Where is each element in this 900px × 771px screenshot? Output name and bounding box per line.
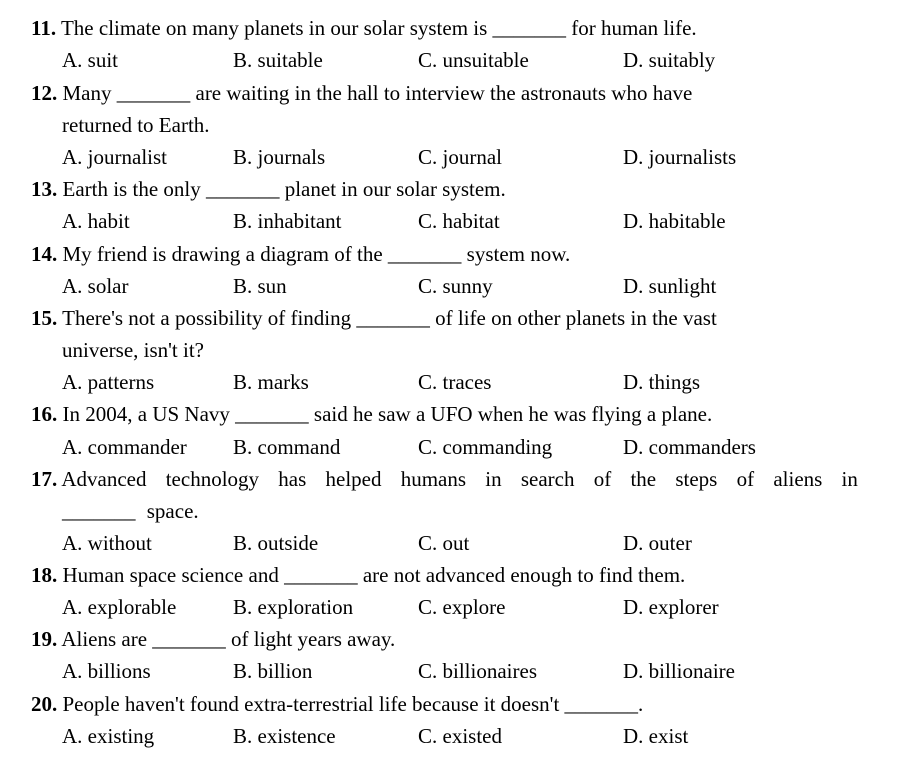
- option-d: D. explorer: [623, 595, 719, 619]
- question-number: 11.: [31, 16, 57, 40]
- option-b: B. marks: [233, 370, 309, 394]
- option-b: B. outside: [233, 531, 319, 555]
- option-d: D. billionaire: [623, 659, 735, 683]
- option-c: C. explore: [418, 595, 506, 619]
- option-c: C. existed: [418, 724, 502, 748]
- question-word: in: [485, 467, 502, 491]
- question-word: in: [841, 467, 858, 491]
- question-number: 14.: [31, 242, 58, 266]
- question-18: [31, 563, 685, 587]
- question-20: [31, 692, 643, 716]
- option-d: D. sunlight: [623, 274, 717, 298]
- question-word: has: [278, 467, 307, 491]
- option-c: C. billionaires: [418, 659, 537, 683]
- option-b: B. command: [233, 435, 341, 459]
- question-14: [31, 242, 570, 266]
- option-a: A. suit: [62, 48, 119, 72]
- question-number: 13.: [31, 177, 58, 201]
- question-19: [31, 627, 395, 651]
- option-d: D. things: [623, 370, 701, 394]
- option-d: D. suitably: [623, 48, 716, 72]
- question-continuation: _______ space.: [62, 499, 199, 523]
- question-word: of: [736, 467, 755, 491]
- question-17: [31, 467, 858, 491]
- option-b: B. journals: [233, 145, 326, 169]
- question-text: Aliens are _______ of light years away.: [61, 627, 396, 651]
- option-d: D. outer: [623, 531, 692, 555]
- question-number: 16.: [31, 402, 58, 426]
- question-text: My friend is drawing a diagram of the _______ system now.: [62, 242, 571, 266]
- option-b: B. inhabitant: [233, 209, 342, 233]
- question-text: Many _______ are waiting in the hall to interview the astronauts who have: [62, 81, 693, 105]
- question-word: search: [520, 467, 575, 491]
- option-a: A. habit: [62, 209, 130, 233]
- question-12: [31, 81, 692, 105]
- question-number: 18.: [31, 563, 58, 587]
- option-c: C. out: [418, 531, 470, 555]
- question-13: [31, 177, 506, 201]
- option-a: A. billions: [62, 659, 151, 683]
- question-word: helped: [325, 467, 382, 491]
- option-d: D. exist: [623, 724, 689, 748]
- option-c: C. sunny: [418, 274, 493, 298]
- question-word: humans: [400, 467, 467, 491]
- option-b: B. billion: [233, 659, 313, 683]
- option-a: A. patterns: [62, 370, 155, 394]
- option-a: A. journalist: [62, 145, 167, 169]
- option-a: A. solar: [62, 274, 129, 298]
- question-15: [31, 306, 717, 330]
- question-continuation: universe, isn't it?: [62, 338, 205, 362]
- option-b: B. sun: [233, 274, 287, 298]
- question-number: 19.: [31, 627, 58, 651]
- option-c: C. commanding: [418, 435, 553, 459]
- question-text: People haven't found extra-terrestrial life because it doesn't _______.: [62, 692, 644, 716]
- option-b: B. existence: [233, 724, 336, 748]
- option-a: A. without: [62, 531, 152, 555]
- question-number: 12.: [31, 81, 58, 105]
- question-text: Earth is the only _______ planet in our solar system.: [62, 177, 506, 201]
- question-word: technology: [165, 467, 260, 491]
- option-c: C. habitat: [418, 209, 500, 233]
- option-b: B. exploration: [233, 595, 354, 619]
- question-text: There's not a possibility of finding _______ of life on other planets in the vast: [62, 306, 717, 330]
- question-word: Advanced: [61, 467, 147, 491]
- question-text: The climate on many planets in our solar system is _______ for human life.: [60, 16, 697, 40]
- option-a: A. existing: [62, 724, 155, 748]
- question-text: In 2004, a US Navy _______ said he saw a UFO when he was flying a plane.: [62, 402, 713, 426]
- option-c: C. journal: [418, 145, 502, 169]
- question-word: of: [593, 467, 612, 491]
- question-number: 15.: [31, 306, 58, 330]
- question-continuation: returned to Earth.: [62, 113, 210, 137]
- question-number-and-first-word: [31, 467, 146, 491]
- question-word: steps: [675, 467, 718, 491]
- question-word: aliens: [773, 467, 823, 491]
- question-16: [31, 402, 712, 426]
- question-number: 17.: [31, 467, 58, 491]
- question-word: the: [630, 467, 657, 491]
- option-c: C. traces: [418, 370, 492, 394]
- question-number: 20.: [31, 692, 58, 716]
- option-b: B. suitable: [233, 48, 323, 72]
- option-d: D. journalists: [623, 145, 737, 169]
- option-a: A. commander: [62, 435, 187, 459]
- option-c: C. unsuitable: [418, 48, 529, 72]
- question-text: Human space science and _______ are not advanced enough to find them.: [62, 563, 686, 587]
- question-11: [31, 16, 697, 40]
- option-a: A. explorable: [62, 595, 177, 619]
- option-d: D. commanders: [623, 435, 756, 459]
- option-d: D. habitable: [623, 209, 726, 233]
